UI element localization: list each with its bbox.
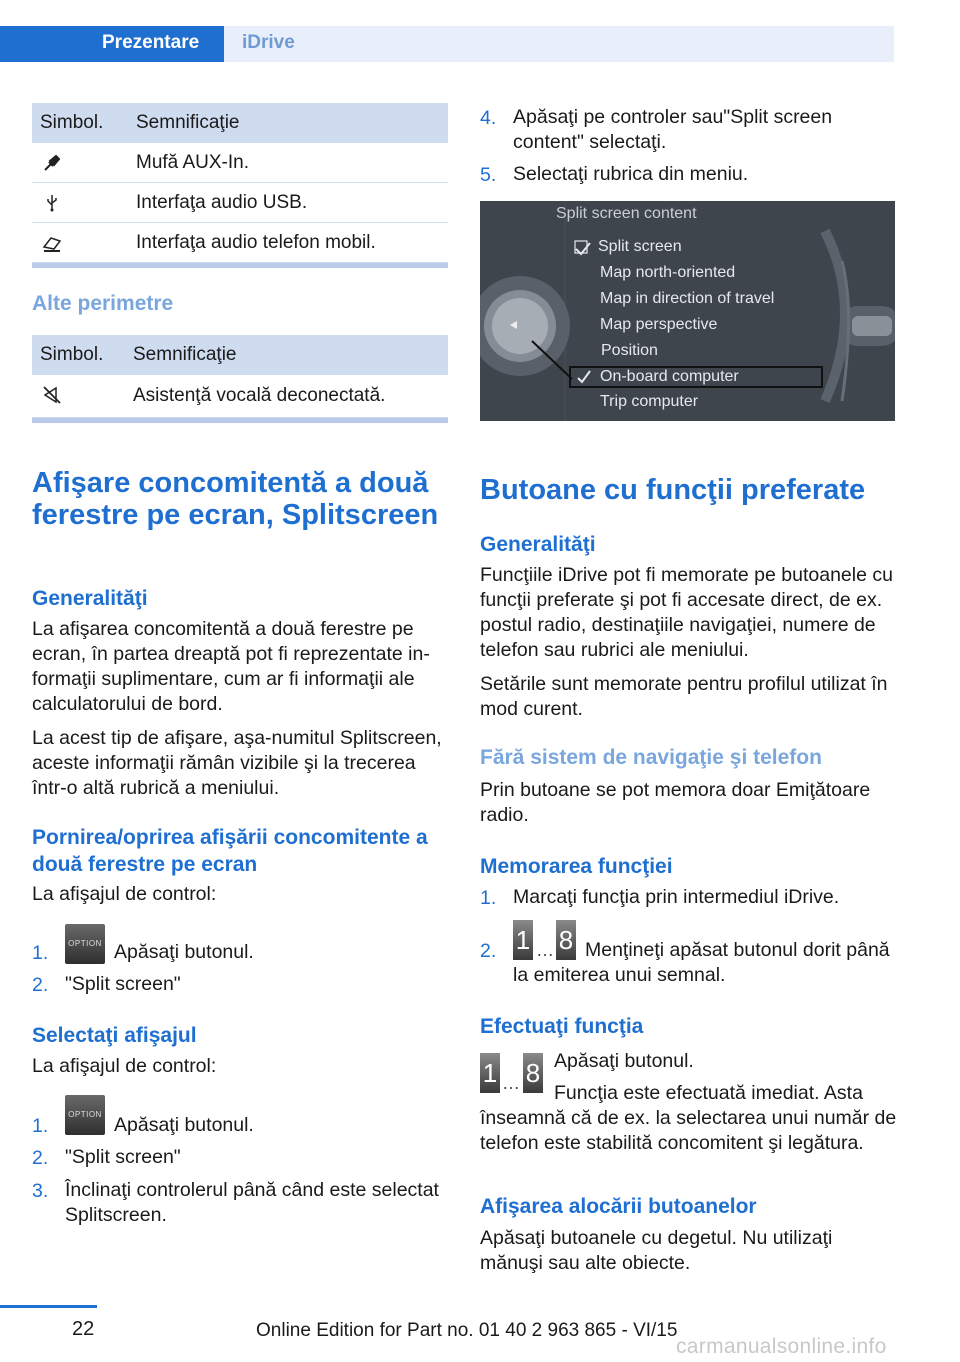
select-step-1: Apăsaţi butonul. — [114, 1114, 254, 1136]
voice-disconnected-icon — [42, 385, 62, 405]
step-number: 5. — [480, 164, 497, 186]
col-meaning: Semnificaţie — [136, 112, 240, 133]
fav-paragraph-1: Funcţiile iDrive pot fi memorate pe butoanele cu funcţii preferate şi pot fi accesate direct, de ex. postul radio, destinaţiile navigaţiei, numere de telefon sau rubrici ale meniului. — [480, 564, 893, 661]
step-4: Apăsaţi pe controler sau"Split screen content" selectaţi. — [513, 106, 833, 153]
ellipsis: … — [536, 940, 554, 960]
exec-paragraph-2: Funcţia este efectuată imediat. Asta înseamnă că de ex. la selectarea unui număr de telefon este stabilită concomitent şi legătura. — [480, 1082, 897, 1154]
store-step-1: Marcaţi funcţia prin intermediul iDrive. — [513, 886, 840, 908]
usb-icon — [42, 193, 62, 213]
tab-prezentare[interactable]: Prezentare — [102, 32, 200, 53]
exec-paragraph-1: Apăsaţi butonul. — [554, 1050, 694, 1072]
step-number: 2. — [32, 1147, 49, 1169]
table-footer-bar — [32, 263, 448, 268]
favorites-title: Butoane cu funcţii preferate — [480, 474, 866, 506]
footer-edition: Online Edition for Part no. 01 40 2 963 865 - VI/15 — [256, 1320, 678, 1341]
col-symbol: Simbol. — [40, 112, 104, 133]
step-5: Selectaţi rubrica din meniu. — [513, 163, 749, 185]
symbol-table-voice — [32, 335, 448, 423]
step-number: 1. — [32, 942, 49, 964]
table-row — [32, 375, 448, 418]
option-button-icon[interactable]: OPTION — [65, 1095, 105, 1135]
favorite-button-8-icon[interactable]: 8 — [556, 920, 576, 960]
menu-item-position[interactable]: Position — [601, 342, 658, 359]
step-number: 1. — [32, 1115, 49, 1137]
col-meaning: Semnificaţie — [133, 344, 237, 365]
step-number: 1. — [480, 887, 497, 909]
select-intro: La afişajul de control: — [32, 1055, 217, 1077]
table-header — [32, 335, 448, 375]
store-step-2: Menţineţi apăsat butonul dorit până la emiterea unui semnal. — [513, 939, 890, 986]
general-heading: Generalităţi — [32, 587, 148, 610]
menu-item-split-screen[interactable]: Split screen — [598, 238, 682, 255]
tab-idrive-bg[interactable] — [224, 26, 894, 62]
show-paragraph: Apăsaţi butoanele cu degetul. Nu utilizaţi mănuşi sau alte obiecte. — [480, 1227, 833, 1274]
select-step-2: "Split screen" — [65, 1146, 181, 1168]
fav-paragraph-2: Setările sunt memorate pentru profilul utilizat în mod curent. — [480, 673, 888, 720]
page-number: 22 — [72, 1318, 95, 1340]
menu-item-map-north[interactable]: Map north-oriented — [600, 264, 736, 281]
table-row — [32, 143, 448, 183]
menu-item-onboard-computer[interactable]: On-board computer — [600, 368, 739, 385]
split-screen-menu-image — [480, 201, 895, 421]
onoff-intro: La afişajul de control: — [32, 883, 217, 905]
controller-dial-graphic — [480, 201, 895, 421]
watermark: carmanualsonline.info — [676, 1335, 887, 1358]
table-header — [32, 103, 448, 143]
table-footer-bar — [32, 418, 448, 423]
menu-item-trip-computer[interactable]: Trip computer — [600, 393, 699, 410]
option-button-icon[interactable]: OPTION — [65, 924, 105, 964]
onoff-step-2: "Split screen" — [65, 973, 181, 995]
store-heading: Memorarea funcţiei — [480, 855, 673, 878]
ellipsis: … — [502, 1073, 520, 1093]
row-text: Interfaţa audio USB. — [136, 192, 308, 213]
phone-audio-icon — [42, 233, 62, 253]
tab-idrive[interactable]: iDrive — [242, 32, 295, 53]
select-step-3: Înclinaţi controlerul până când este selectat Splitscreen. — [65, 1179, 439, 1226]
row-text: Asistenţă vocală deconectată. — [133, 385, 386, 406]
symbol-table-audio — [32, 103, 448, 268]
step-number: 4. — [480, 107, 497, 129]
favorite-button-1-icon[interactable]: 1 — [480, 1053, 500, 1093]
no-nav-heading: Fără sistem de navigaţie şi telefon — [480, 746, 822, 769]
general-paragraph-2: La acest tip de afişare, aşa-numitul Splitscreen, aceste informaţii rămân vizibile şi la trecerea într-o altă rubrică a meniului. — [32, 727, 442, 799]
fav-general-heading: Generalităţi — [480, 533, 596, 556]
step-number: 3. — [32, 1180, 49, 1202]
menu-item-map-perspective[interactable]: Map perspective — [600, 316, 718, 333]
select-heading: Selectaţi afişajul — [32, 1024, 197, 1047]
step-number: 2. — [32, 974, 49, 996]
row-text: Interfaţa audio telefon mobil. — [136, 232, 376, 253]
menu-item-map-direction[interactable]: Map in direction of travel — [600, 290, 775, 307]
table-row — [32, 183, 448, 223]
favorite-button-8-icon[interactable]: 8 — [523, 1053, 543, 1093]
onoff-step-1: Apăsaţi butonul. — [114, 941, 254, 963]
aux-plug-icon — [42, 153, 62, 173]
table-row — [32, 223, 448, 263]
show-heading: Afişarea alocării butoanelor — [480, 1195, 757, 1218]
exec-heading: Efectuaţi funcţia — [480, 1015, 644, 1038]
general-paragraph-1: La afişarea concomitentă a două ferestre pe ecran, în partea dreaptă pot fi reprezentate informaţii suplimentare, cum ar fi informaţii ale calculatorului de bord. — [32, 618, 430, 715]
footer-line — [0, 1305, 97, 1308]
step-number: 2. — [480, 940, 497, 962]
no-nav-paragraph: Prin butoane se pot memora doar Emiţătoare radio. — [480, 779, 871, 826]
row-text: Mufă AUX-In. — [136, 152, 249, 173]
screen-menu-title: Split screen content — [556, 205, 697, 222]
splitscreen-title: Afişare concomitentă a două ferestre pe ecran, Splitscreen — [32, 467, 439, 531]
section-other-heading: Alte perimetre — [32, 292, 174, 315]
onoff-heading: Pornirea/oprirea afişării concomitente a două ferestre pe ecran — [32, 826, 428, 876]
favorite-button-1-icon[interactable]: 1 — [513, 920, 533, 960]
col-symbol: Simbol. — [40, 344, 104, 365]
